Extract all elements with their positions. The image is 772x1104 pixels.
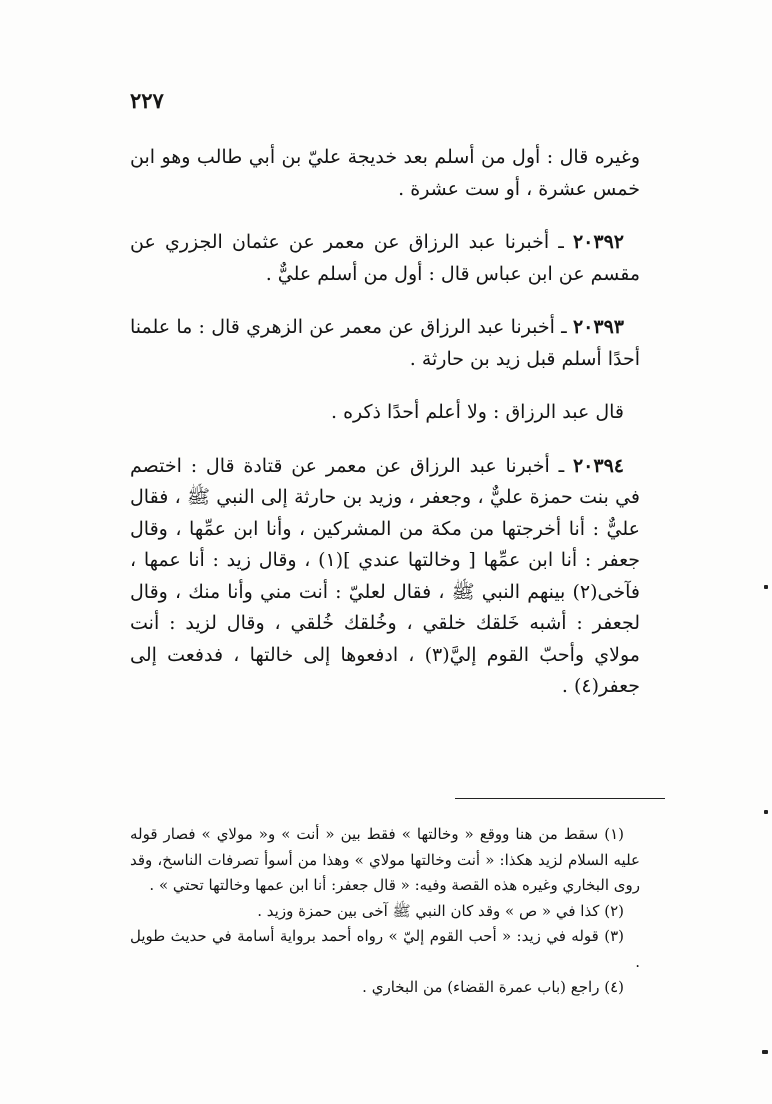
hadith-20393: [130, 312, 640, 375]
scan-speck: [764, 810, 768, 814]
hadith-20394: [130, 451, 640, 703]
hadith-text: ـ أخبرنا عبد الرزاق عن معمر عن عثمان الجزري عن مقسم عن ابن عباس قال : أول من أسلم عليٌّ .: [130, 231, 640, 285]
footnote-2: (٢) كذا في « ص » وقد كان النبي ﷺ آخى بين حمزة وزيد .: [257, 901, 624, 920]
hadith-number: ٢٠٣٩٤: [572, 454, 624, 477]
hadith-number: ٢٠٣٩٢: [572, 231, 624, 253]
hadith-20392: [130, 227, 640, 290]
hadith-text: ـ أخبرنا عبد الرزاق عن معمر عن الزهري قال : ما علمنا أحدًا أسلم قبل زيد بن حارثة .: [130, 316, 640, 370]
paragraph-continued: وغيره قال : أول من أسلم بعد خديجة عليّ بن أبي طالب وهو ابن خمس عشرة ، أو ست عشرة .: [130, 146, 640, 200]
scan-speck: [764, 585, 768, 589]
footnote-separator: [455, 798, 665, 799]
comment-paragraph: قال عبد الرزاق : ولا أعلم أحدًا ذكره .: [330, 401, 624, 423]
footnote-1: (١) سقط من هنا ووقع « وخالتها » فقط بين « أنت » و« مولاي » فصار قوله عليه السلام لزيد هكذا: « أنت وخالتها مولاي » وهذا من أسوأ تصرفات الناسخ، وقد روى البخاري وغيره هذه القصة وفيه: « قال جعفر: أنا ابن عمها وخالتها تحتي » .: [130, 825, 640, 894]
footnote-4: (٤) راجع (باب عمرة القضاء) من البخاري .: [362, 978, 624, 996]
footnotes: [130, 822, 640, 1001]
hadith-number: ٢٠٣٩٣: [572, 316, 624, 338]
main-text: [130, 142, 640, 725]
hadith-text: ـ أخبرنا عبد الرزاق عن معمر عن قتادة قال : اختصم في بنت حمزة عليٌّ ، وجعفر ، وزيد بن حارثة إلى النبي ﷺ ، فقال عليٌّ : أنا أخرجتها من مكة من المشركين ، وأنا ابن عمِّها ، وقال جعفر : أنا ابن عمِّها [ وخالتها عندي ](١) ، وقال زيد : أنا عمها ، فآخى(٢) بينهم النبي ﷺ ، فقال لعليّ : أنت مني وأنا منك ، وقال لجعفر : أشبه خَلقك خلقي ، وخُلقك خُلقي ، وقال لزيد : أنت مولاي وأحبّ القوم إليَّ(٣) ، ادفعوها إلى خالتها ، فدفعت إلى جعفر(٤) .: [130, 454, 640, 697]
page-number: ٢٢٧: [130, 88, 164, 113]
scan-speck: [762, 1050, 768, 1054]
footnote-3: (٣) قوله في زيد: « أحب القوم إليّ » رواه أحمد برواية أسامة في حديث طويل .: [130, 927, 640, 971]
